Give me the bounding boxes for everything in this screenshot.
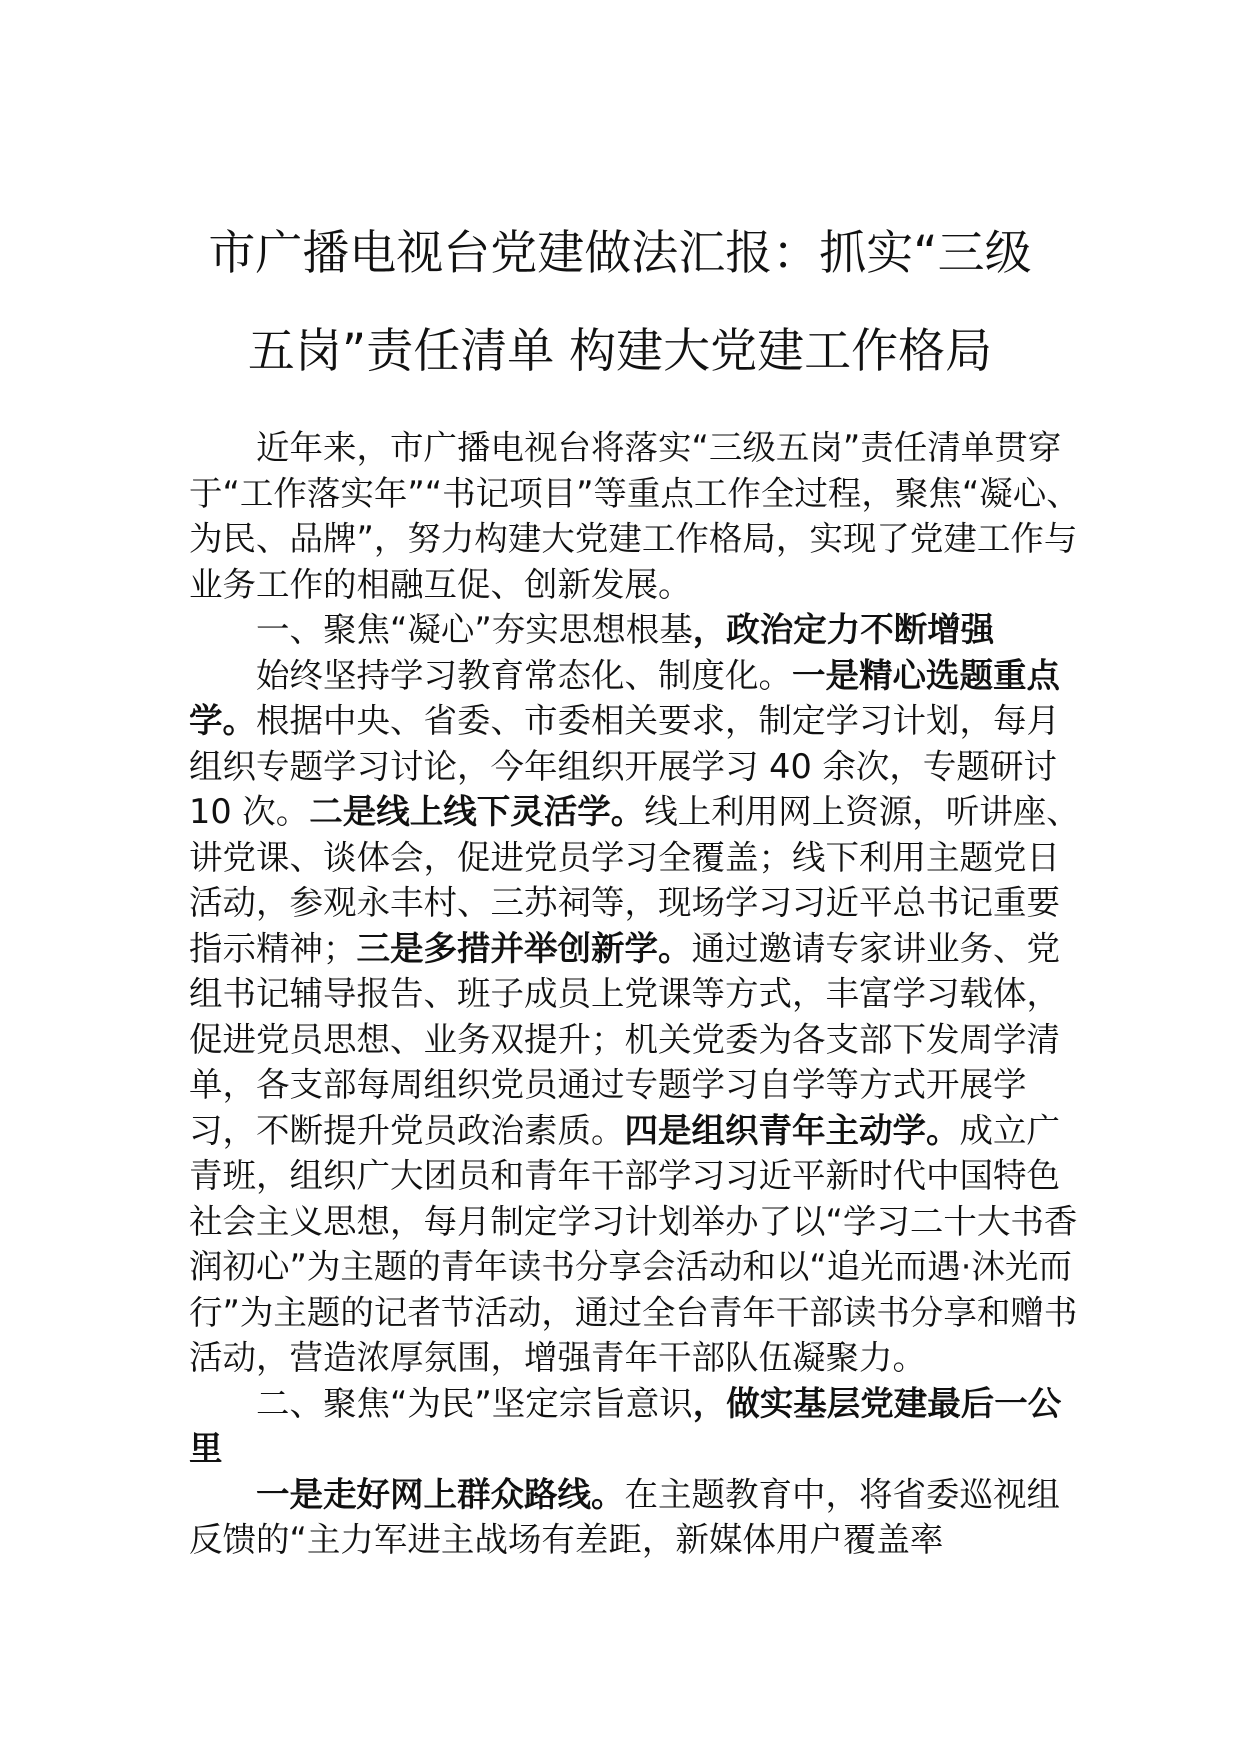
- section-2-heading-text: 二、聚焦“为民”坚定宗旨意识: [256, 1383, 693, 1423]
- document-title: [150, 205, 1090, 401]
- point-4-text: 成立广青班，组织广大团员和青年干部学习习近平新时代中国特色社会主义思想，每月制定学习计划举办了以“学习二十大书香润初心”为主题的青年读书分享会活动和以“追光而遇·沐光而行”为主题的记者节活动，通过全台青年干部读书分享和赠书活动，营造浓厚氛围，增强青年干部队伍凝聚力。: [189, 1110, 1078, 1377]
- intro-paragraph: 近年来，市广播电视台将落实“三级五岗”责任清单贯穿于“工作落实年”“书记项目”等重点工作全过程，聚焦“凝心、为民、品牌”，努力构建大党建工作格局，实现了党建工作与业务工作的相融互促、创新发展。: [189, 428, 1080, 604]
- point-2-text: 线上利用网上资源，听讲座、讲党课、谈体会，促进党员学习全覆盖；线下利用主题党日活动，参观永丰村、三苏祠等，现场学习习近平总书记重要指示精神；: [189, 792, 1080, 968]
- section-2-heading: [189, 1381, 1084, 1472]
- title-line-2: 五岗”责任清单 构建大党建工作格局: [247, 324, 993, 379]
- section-1-heading-emphasis: ，政治定力不断增强: [692, 610, 995, 649]
- point-1-text: 根据中央、省委、市委相关要求，制定学习计划，每月组织专题学习讨论，今年组织开展学习 40 余次，专题研讨 10 次。: [189, 701, 1060, 831]
- section-2-point-1-title: 一是走好网上群众路线。: [256, 1474, 625, 1514]
- document-body: [189, 425, 1084, 1563]
- title-line-1: 市广播电视台党建做法汇报：抓实“三级: [208, 226, 1032, 281]
- section-2-paragraph: [189, 1472, 1084, 1563]
- section-1-paragraph: [189, 653, 1084, 1381]
- point-4-title: 四是组织青年主动学。: [624, 1110, 960, 1150]
- point-3-title: 三是多措并举创新学。: [356, 928, 692, 968]
- point-3-text: 通过邀请专家讲业务、党组书记辅导报告、班子成员上党课等方式，丰富学习载体，促进党员思想、业务双提升；机关党委为各支部下发周学清单，各支部每周组织党员通过专题学习自学等方式开展学习，不断提升党员政治素质。: [189, 928, 1060, 1150]
- section-1-heading: [189, 607, 1084, 653]
- section-1-heading-text: 一、聚焦“凝心”夯实思想根基: [256, 610, 693, 649]
- section-2-heading-emphasis: ，做实基层党建最后一公里: [189, 1383, 1062, 1468]
- point-2-title: 二是线上线下灵活学。: [309, 792, 645, 831]
- section-1-lead: 始终坚持学习教育常态化、制度化。: [256, 655, 792, 695]
- point-1-title: 一是精心选题重点学。: [189, 655, 1060, 740]
- section-2-point-1-text: 在主题教育中，将省委巡视组反馈的“主力军进主战场有差距，新媒体用户覆盖率: [189, 1474, 1060, 1559]
